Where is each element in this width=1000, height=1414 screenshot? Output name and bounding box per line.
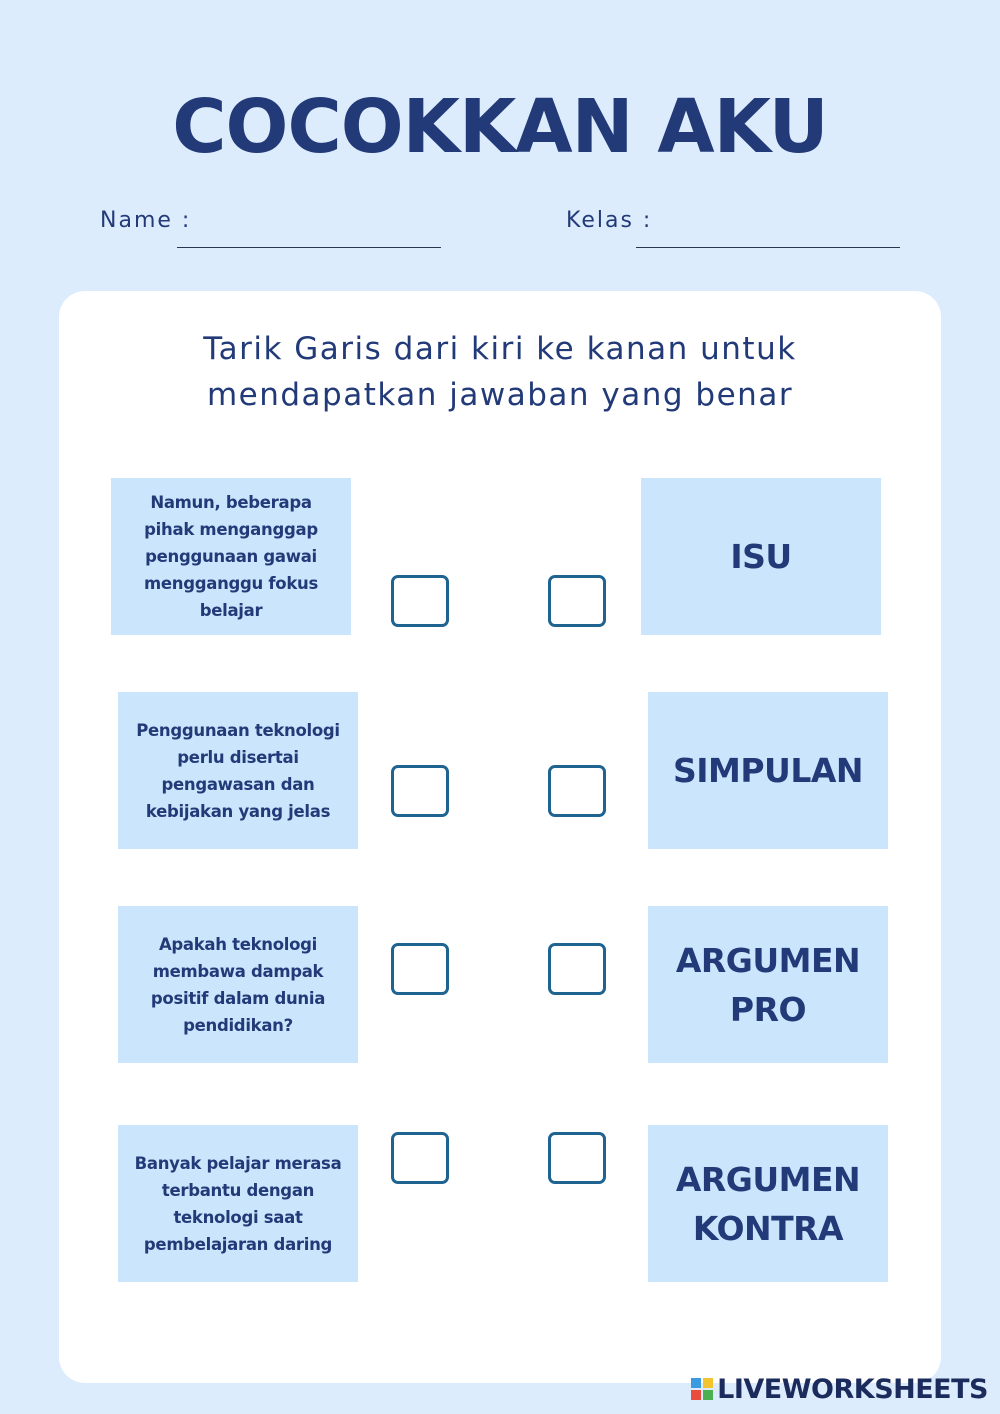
- right-match-checkbox[interactable]: [548, 765, 606, 817]
- right-card-text: ARGUMEN KONTRA: [675, 1159, 861, 1248]
- left-card-text: Namun, beberapa pihak menganggap penggunaan gawai mengganggu fokus belajar: [143, 493, 318, 620]
- class-field[interactable]: [636, 247, 900, 248]
- instruction-line-1: Tarik Garis dari kiri ke kanan untuk: [203, 331, 797, 367]
- right-card: [648, 906, 888, 1063]
- right-card: [648, 692, 888, 849]
- right-card: [648, 1125, 888, 1282]
- worksheet-title: COCOKKAN AKU: [172, 84, 828, 170]
- brand-name: LIVEWORKSHEETS: [717, 1373, 988, 1405]
- right-card-text: SIMPULAN: [672, 751, 864, 790]
- right-match-checkbox[interactable]: [548, 1132, 606, 1184]
- right-card-text: ISU: [730, 537, 792, 576]
- left-card: [118, 906, 358, 1063]
- name-label: Name :: [100, 208, 192, 233]
- right-card-text: ARGUMEN PRO: [675, 940, 861, 1029]
- left-card: [118, 1125, 358, 1282]
- liveworksheets-brand: [691, 1372, 988, 1406]
- instruction-line-2: mendapatkan jawaban yang benar: [206, 377, 794, 413]
- class-label: Kelas :: [566, 208, 653, 233]
- right-card: [641, 478, 881, 635]
- left-card-text: Penggunaan teknologi perlu disertai pengawasan dan kebijakan yang jelas: [136, 720, 340, 821]
- left-match-checkbox[interactable]: [391, 1132, 449, 1184]
- left-match-checkbox[interactable]: [391, 575, 449, 627]
- left-match-checkbox[interactable]: [391, 943, 449, 995]
- right-match-checkbox[interactable]: [548, 575, 606, 627]
- left-match-checkbox[interactable]: [391, 765, 449, 817]
- left-card: [111, 478, 351, 635]
- left-card: [118, 692, 358, 849]
- liveworksheets-logo-icon: [691, 1378, 713, 1400]
- right-match-checkbox[interactable]: [548, 943, 606, 995]
- instruction-text: [59, 326, 941, 418]
- name-field[interactable]: [177, 247, 441, 248]
- left-card-text: Apakah teknologi membawa dampak positif dalam dunia pendidikan?: [150, 934, 326, 1035]
- left-card-text: Banyak pelajar merasa terbantu dengan teknologi saat pembelajaran daring: [134, 1153, 342, 1254]
